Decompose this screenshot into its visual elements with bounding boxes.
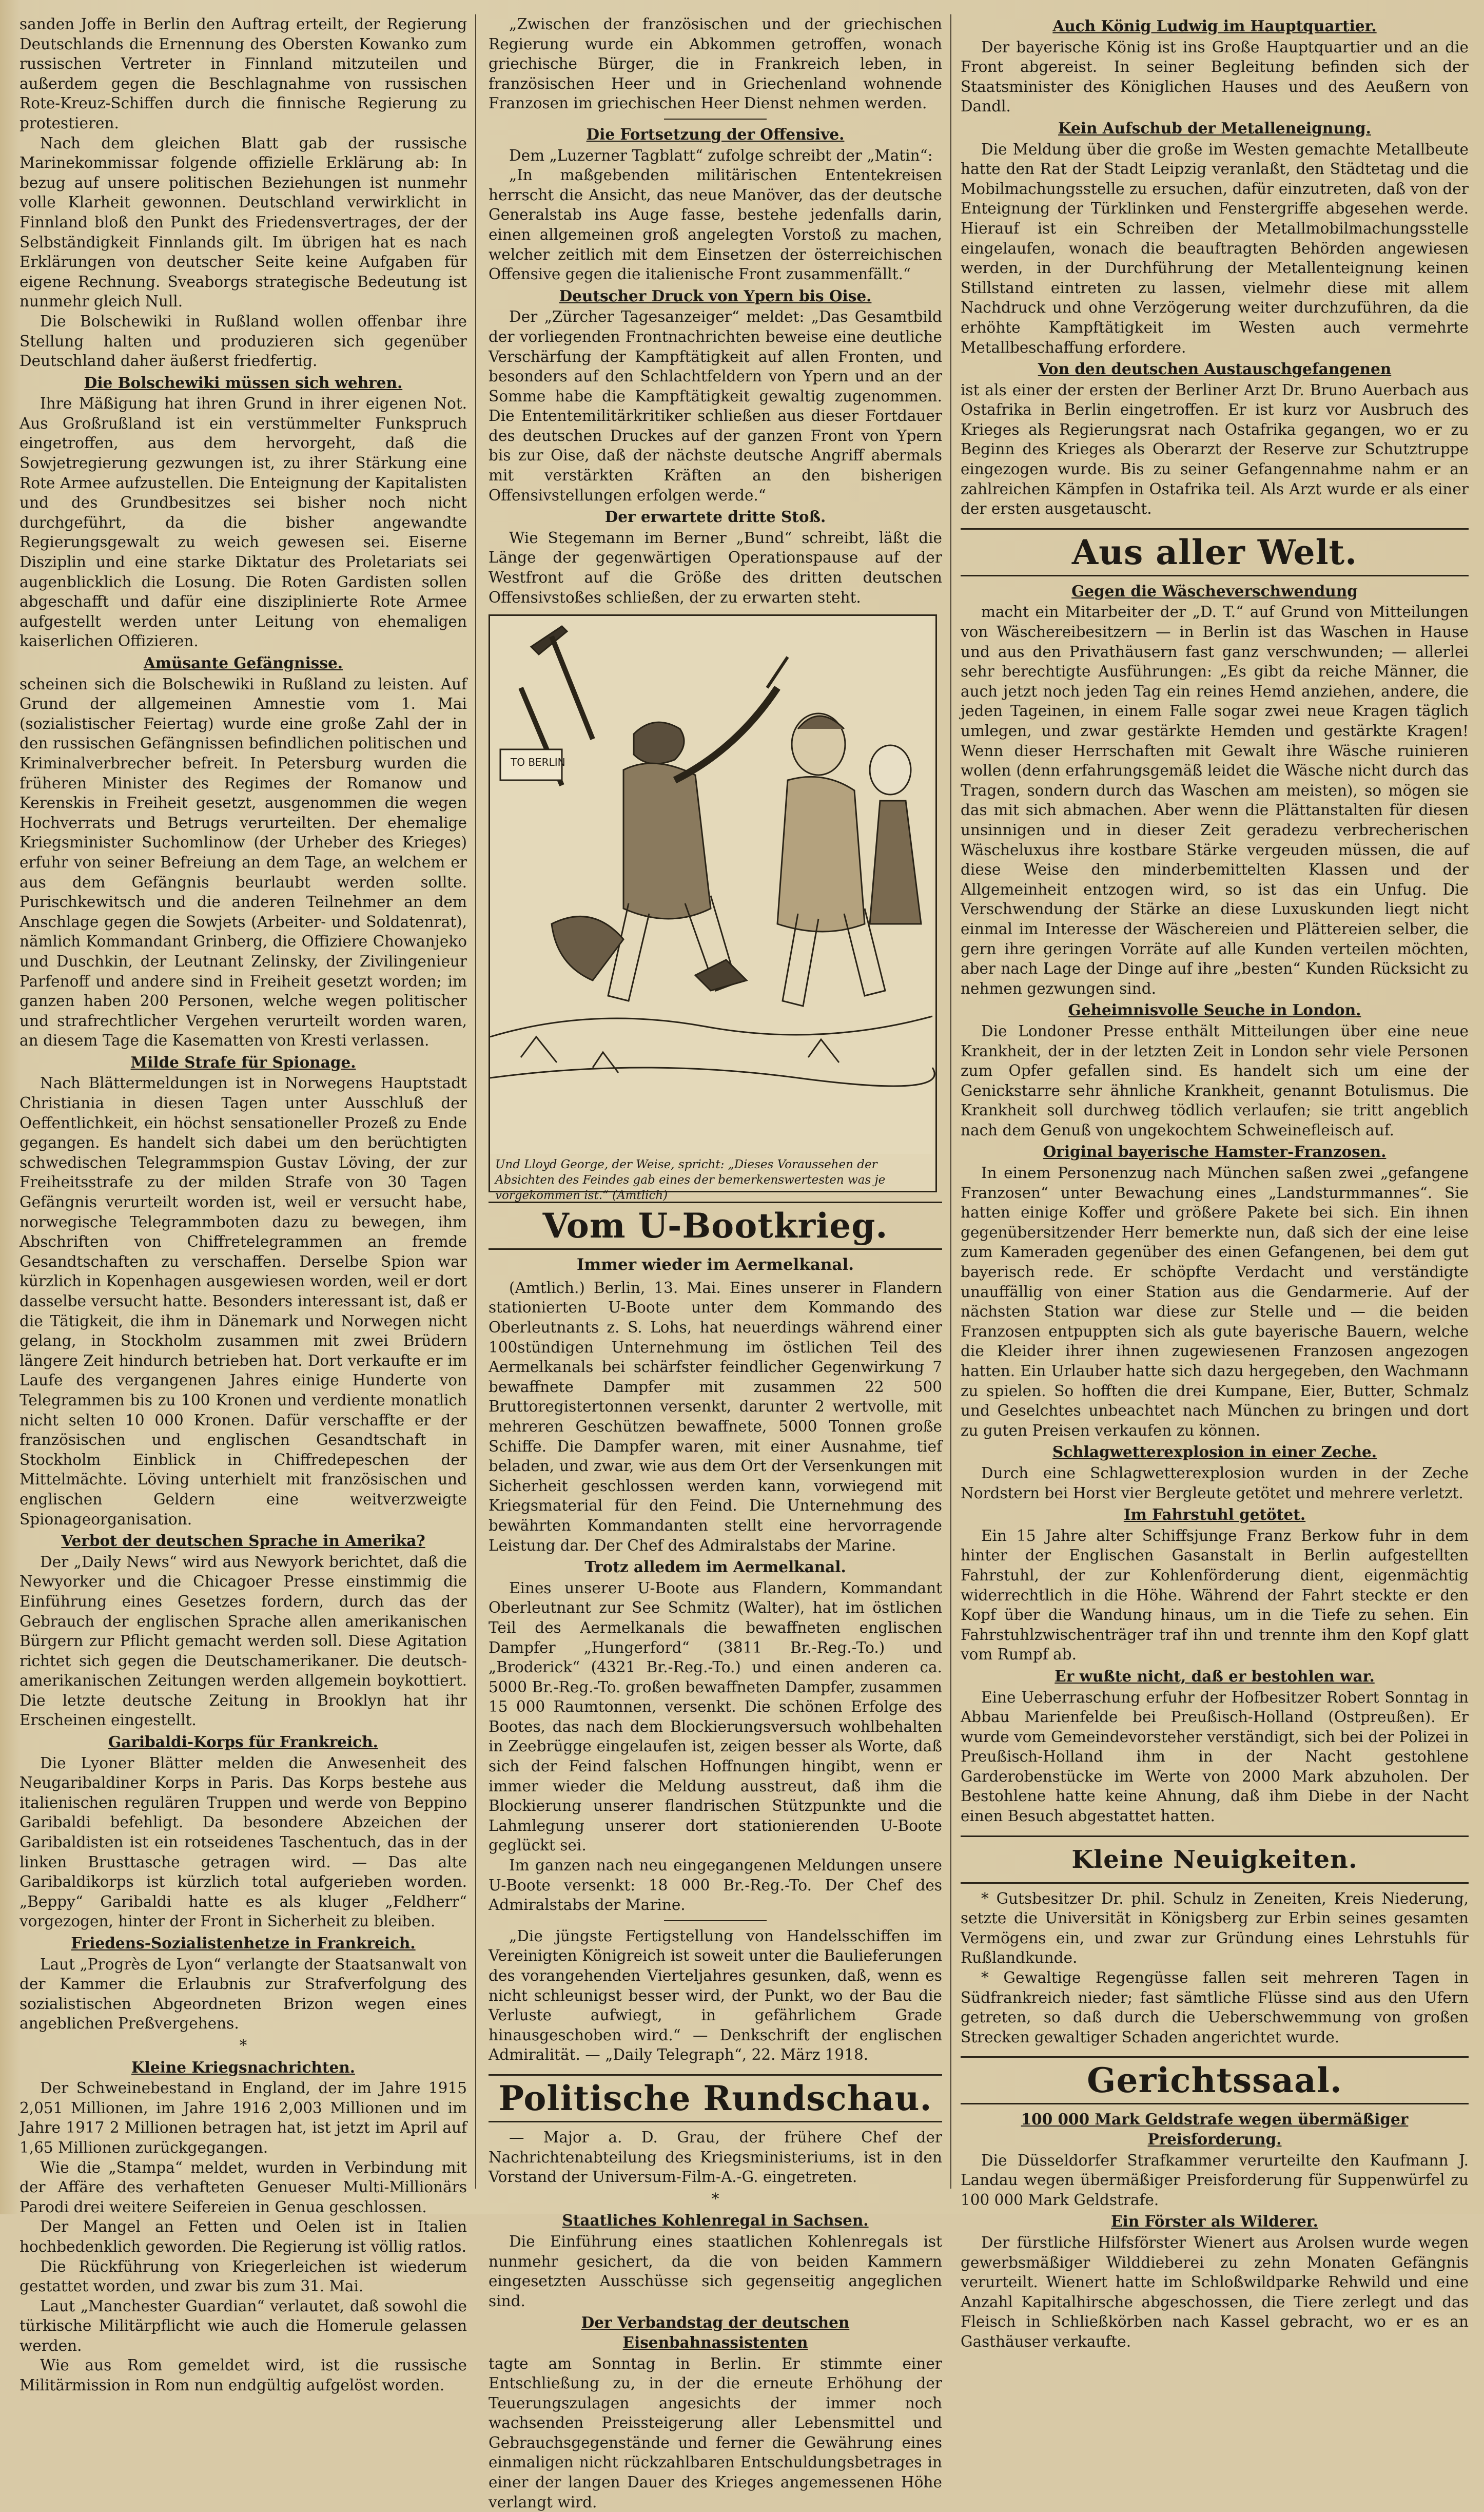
paragraph: Laut „Progrès de Lyon“ verlangte der Staatsanwalt von der Kammer die Erlaubnis zur Strafverfolgung des sozialistischen Abgeordneten Brizon wegen eines angeblichen Preßvergehens. — [19, 1955, 467, 2034]
section-heading: Auch König Ludwig im Hauptquartier. — [961, 16, 1469, 36]
paragraph: Nach Blättermeldungen ist in Norwegens Hauptstadt Christiania in diesen Tagen unter Ausschluß der Oeffentlichkeit, ein höchst sensationeller Prozeß zu Ende gegangen. Es handelt sich dabei um den berüchtigten schwedischen Telegrammspion Gustav Löving, der zur Freiheitsstrafe zu der milden Strafe von 30 Tagen Gefängnis verurteilt worden ist, weil er versucht habe, norwegische Telegrammboten dazu zu bewegen, ihm Abschriften von Chiffretelegrammen an fremde Gesandtschaften zu verschaffen. Derselbe Spion war kürzlich in Kopenhagen ausgewiesen worden, weil er dort dasselbe versucht hatte. Besonders interessant ist, daß er die Tätigkeit, die ihm in Dänemark und Norwegen nicht gelang, in Stockholm zusammen mit zwei Brüdern längere Zeit hindurch betrieben hat. Dort verkaufte er im Laufe des vergangenen Jahres einige Hunderte von Telegrammen bis zu 100 Kronen und verdiente monatlich nicht selten 10 000 Kronen. Dafür verschaffte er der französischen und englischen Gesandtschaft in Stockholm Einblick in Chiffredepeschen der Mittelmächte. Löving unterhielt mit französischen und englischen Geldern eine weitverzweigte Spionageorganisation. — [19, 1073, 467, 1529]
paragraph: sanden Joffe in Berlin den Auftrag erteilt, der Regierung Deutschlands die Ernennung des Obersten Kowanko zum russischen Vertreter in Finnland mitzuteilen und außerdem gegen die Beschlagnahme von russischen Rote-Kreuz-Schiffen durch die finnische Regierung zu protestieren. — [19, 14, 467, 133]
paragraph: scheinen sich die Bolschewiki in Rußland zu leisten. Auf Grund der allgemeinen Amnestie vom 1. Mai (sozialistischer Feiertag) wurde eine große Zahl der in den russischen Gefängnissen befindlichen politischen und Kriminalverbrecher befreit. In Petersburg wurden die früheren Minister des Regimes der Romanow und Kerenskis in Freiheit gesetzt, ausgenommen die wegen Hochverrats und Betrugs verurteilten. Der ehemalige Kriegsminister Suchomlinow (der Urheber des Krieges) erfuhr von seiner Befreiung an dem Tage, an welchem er aus dem Gefängnis beurlaubt werden sollte. Purischkewitsch und die anderen Teilnehmer an dem Anschlage gegen die Sowjets (Arbeiter- und Soldatenrat), nämlich Kommandant Grinberg, die Offiziere Chowanjeko und Duschkin, der Leutnant Zelinsky, der Zivilingenieur Parfenoff und andere sind in Freiheit gesetzt worden; im ganzen haben 200 Personen, welche wegen politischer und strafrechtlicher Vergehen verurteilt worden waren, an diesem Tage die Kasematten von Kresti verlassen. — [19, 674, 467, 1051]
paragraph: Dem „Luzerner Tagblatt“ zufolge schreibt der „Matin“: — [489, 146, 942, 166]
paragraph: Wie Stegemann im Berner „Bund“ schreibt, läßt die Länge der gegenwärtigen Operationspause auf der Westfront auf die Größe des dritten deutschen Offensivstoßes schließen, der zu erwarten steht. — [489, 528, 942, 607]
paragraph: Die Bolschewiki in Rußland wollen offenbar ihre Stellung halten und produzieren sich gegenüber Deutschland daher äußerst friedfertig. — [19, 312, 467, 371]
section-heading: Gegen die Wäscheverschwendung — [961, 582, 1469, 602]
paragraph: Die Düsseldorfer Strafkammer verurteilte den Kaufmann J. Landau wegen übermäßiger Preisforderung für Suppenwürfel zu 100 000 Mark Geldstrafe. — [961, 2151, 1469, 2210]
cartoon-caption: Und Lloyd George, der Weise, spricht: „Dieses Voraussehen der Absichten des Feindes gab eines der bemerkenswertesten was je vorgekommen ist.“ (Amtlich) — [490, 1154, 935, 1206]
paragraph: Ein 15 Jahre alter Schiffsjunge Franz Berkow fuhr in dem hinter der Englischen Gasanstalt in Berlin aufgestellten Fahrstuhl, der zur Kohlenförderung dient, eigenmächtig widerrechtlich in die Höhe. Während der Fahrt steckte er den Kopf über die Wandung hinaus, um in die Tiefe zu sehen. Ein Fahrstuhlzwischenträger traf ihn und trennte ihm den Kopf glatt vom Rumpf ab. — [961, 1526, 1469, 1665]
paragraph: — Major a. D. Grau, der frühere Chef der Nachrichtenabteilung des Kriegsministeriums, ist in den Vorstand der Universum-Film-A.-G. eingetreten. — [489, 2128, 942, 2187]
column-rule — [950, 14, 951, 2189]
paragraph: „Die jüngste Fertigstellung von Handelsschiffen im Vereinigten Königreich ist soweit unter die Baulieferungen des vorangehenden Vierteljahres gesunken, daß, wenn es nicht schleunigst besser wird, der Punkt, wo der Bau die Verluste aufwiegt, in gefährlichem Grade hinausgeschoben wird.“ — Denkschrift der englischen Admiralität. — „Daily Telegraph“, 22. März 1918. — [489, 1926, 942, 2065]
section-heading: Kleine Kriegsnachrichten. — [19, 2058, 467, 2078]
paragraph: Der fürstliche Hilfsförster Wienert aus Arolsen wurde wegen gewerbsmäßiger Wilddieberei zu zehn Monaten Gefängnis verurteilt. Wienert hatte im Schloßwildparke Rehwild und eine Anzahl Kapitalhirsche abgeschossen, die Tiere zerlegt und das Fleisch in Schließkörben nach Kassel gebracht, wo er es an Gasthäuser verkaufte. — [961, 2233, 1469, 2352]
section-heading: Staatliches Kohlenregal in Sachsen. — [489, 2211, 942, 2231]
paragraph: Wie die „Stampa“ meldet, wurden in Verbindung mit der Affäre des verhafteten Genueser Multi-Millionärs Parodi drei weitere Seifereien in Genua geschlossen. — [19, 2158, 467, 2217]
paragraph: Wie aus Rom gemeldet wird, ist die russische Militärmission in Rom nun endgültig aufgelöst worden. — [19, 2355, 467, 2395]
section-heading: 100 000 Mark Geldstrafe wegen übermäßiger Preisforderung. — [961, 2110, 1469, 2149]
section-heading: Der Verbandstag der deutschen Eisenbahnassistenten — [489, 2313, 942, 2352]
cartoon-illustration — [489, 614, 937, 1192]
paragraph: Im ganzen nach neu eingegangenen Meldungen unsere U-Boote versenkt: 18 000 Br.-Reg.-To. Der Chef des Admiralstabs der Marine. — [489, 1856, 942, 1915]
section-heading: Amüsante Gefängnisse. — [19, 653, 467, 673]
column-right — [961, 14, 1469, 2194]
paragraph: tagte am Sonntag in Berlin. Er stimmte einer Entschließung zu, in der die erneute Erhöhung der Teuerungszulagen angesichts der immer noch wachsenden Preissteigerung aller Lebensmittel und Gebrauchsgegenstände und ferner die Gewährung eines einmaligen nicht rückzahlbaren Entschuldungsbetrages in einer der langen Dauer des Krieges angemessenen Höhe verlangt wird. — [489, 2354, 942, 2512]
paragraph: macht ein Mitarbeiter der „D. T.“ auf Grund von Mitteilungen von Wäschereibesitzern — in Berlin ist das Waschen in Hause und aus den Privathäusern fast ganz verschwunden; — allerlei sehr berechtigte Ausführungen: „Es gibt da reiche Männer, die auch jetzt noch jeden Tag ein reines Hemd anziehen, andere, die jeden Tageinen, in einem Falle sogar zwei neue Kragen täglich umlegen, und zwar gestärkte Hemden und gestärkte Kragen! Wenn dieser Herrschaften mit Gewalt ihre Wäsche ruinieren wollen (denn erfahrungsgemäß leidet die Wäsche nicht durch das Tragen, sondern durch das Waschen am meisten), so mögen sie das mit sich abmachen. Aber wenn die Plättanstalten für diesen unsinnigen und in dieser Zeit geradezu verbrecherischen Wäscheluxus ihre kostbare Stärke vergeuden müssen, die auf diese Weise den minderbemittelten Klassen und der Allgemeinheit entzogen wird, so ist das ein Unfug. Die Verschwendung der Stärke an diese Luxuskunden liegt nicht einmal im Interesse der Wäschereien und Plättereien selber, die gern ihre geringen Vorräte auf alle Kunden verteilen möchten, aber nach Lage der Dinge auf ihre „besten“ Kunden Rücksicht zu nehmen gezwungen sind. — [961, 602, 1469, 998]
section-heading: Kein Aufschub der Metalleneignung. — [961, 119, 1469, 139]
section-heading: Der erwartete dritte Stoß. — [489, 507, 942, 527]
section-title: Aus aller Welt. — [961, 528, 1469, 576]
column-rule — [475, 14, 476, 2189]
section-heading: Die Fortsetzung der Offensive. — [489, 125, 942, 145]
section-heading: Trotz alledem im Aermelkanal. — [489, 1557, 942, 1577]
paragraph: Der Schweinebestand in England, der im Jahre 1915 2,051 Millionen, im Jahre 1916 2,003 Millionen und im Jahre 1917 2 Millionen betragen hat, ist jetzt im April auf 1,65 Millionen zurückgegangen. — [19, 2078, 467, 2157]
paragraph: ist als einer der ersten der Berliner Arzt Dr. Bruno Auerbach aus Ostafrika in Berlin eingetroffen. Er ist kurz vor Ausbruch des Krieges als Regierungsrat nach Ostafrika gegangen, wo er zu Beginn des Krieges als Oberarzt der Reserve zur Schutztruppe eingezogen wurde. Bis zu seiner Gefangennahme nahm er an zahlreichen Kämpfen in Ostafrika teil. Als Arzt wurde er als einer der ersten ausgetauscht. — [961, 380, 1469, 519]
section-heading: Geheimnisvolle Seuche in London. — [961, 1000, 1469, 1020]
paragraph: Laut „Manchester Guardian“ verlautet, daß sowohl die türkische Militärpflicht wie auch die Homerule gelassen werden. — [19, 2296, 467, 2356]
paragraph: Nach dem gleichen Blatt gab der russische Marinekommissar folgende offizielle Erklärung ab: In bezug auf unsere politischen Beziehungen ist nunmehr volle Klarheit gewonnen. Deutschland verwirklicht in Finnland bloß den Punkt des Friedensvertrages, der der Selbständigkeit Finnlands gilt. Im übrigen hat es nach Erklärungen von deutscher Seite keine Aufgaben für eigene Rechnung. Sveaborgs strategische Bedeutung ist nunmehr gleich Null. — [19, 133, 467, 312]
paragraph: Die Meldung über die große im Westen gemachte Metallbeute hatte den Rat der Stadt Leipzig veranlaßt, den Städtetag und die Mobilmachungsstelle zu ersuchen, dafür einzutreten, daß von der Enteignung der Türklinken und Fenstergriffe abgesehen werde. Hierauf ist ein Schreiben der Metallmobilmachungsstelle eingelaufen, wonach die beauftragten Behörden angewiesen werden, in der Durchführung der Metallenteignung keinen Stillstand eintreten zu lassen, vielmehr diese mit allem Nachdruck und ohne Verzögerung weiter durchzuführen, da die erhöhte Kampftätigkeit im Westen auch vermehrte Metallbeschaffung erfordere. — [961, 140, 1469, 358]
section-title: Politische Rundschau. — [489, 2074, 942, 2122]
paragraph: Die Londoner Presse enthält Mitteilungen über eine neue Krankheit, der in der letzten Zeit in London sehr viele Personen zum Opfer gefallen sind. Es handelt sich um eine der Genickstarre sehr ähnliche Krankheit, genannt Botulismus. Die Krankheit soll durchweg tödlich verlaufen; sie tritt angeblich nach dem Genuß von ungekochtem Schweinefleisch auf. — [961, 1021, 1469, 1141]
signpost-text: TO BERLIN — [510, 756, 565, 768]
paragraph: „In maßgebenden militärischen Ententekreisen herrscht die Ansicht, das neue Manöver, das der deutsche Generalstab ins Auge fasse, bestehe jedenfalls darin, einen allgemeinen groß angelegten Vorstoß zu machen, welcher zeitlich mit dem Einsetzen der österreichischen Offensive gegen die italienische Front zusammenfällt.“ — [489, 165, 942, 284]
section-title: Vom U-Bootkrieg. — [489, 1202, 942, 1250]
section-heading: Von den deutschen Austauschgefangenen — [961, 359, 1469, 379]
cartoon-drawing — [490, 616, 932, 1154]
section-heading: Die Bolschewiki müssen sich wehren. — [19, 373, 467, 393]
divider — [664, 119, 767, 120]
paragraph: (Amtlich.) Berlin, 13. Mai. Eines unserer in Flandern stationierten U-Boote unter dem Kommando des Oberleutnants z. S. Lohs, hat neuerdings während einer 100stündigen Unternehmung im östlichen Teil des Aermelkanals bei schärfster feindlicher Gegenwirkung 7 bewaffnete Dampfer mit zusammen 22 500 Bruttoregistertonnen versenkt, darunter 2 wertvolle, mit mehreren Geschützen bewaffnete, 5000 Tonnen große Schiffe. Die Dampfer waren, mit einer Ausnahme, tief beladen, und zwar, wie aus dem Ort der Versenkungen mit Sicherheit geschlossen werden kann, vorwiegend mit Kriegsmaterial für den Feind. Die Unternehmung des bewährten Kommandanten stellt eine hervorragende Leistung dar. Der Chef des Admiralstabs der Marine. — [489, 1278, 942, 1555]
paragraph: Der bayerische König ist ins Große Hauptquartier und an die Front abgereist. In seiner Begleitung befinden sich der Staatsminister des Königlichen Hauses und des Aeußern von Dandl. — [961, 37, 1469, 117]
section-heading: Deutscher Druck von Ypern bis Oise. — [489, 286, 942, 306]
paragraph: Der „Daily News“ wird aus Newyork berichtet, daß die Newyorker und die Chicagoer Presse einstimmig die Einführung eines Gesetzes fordern, durch das der Gebrauch der englischen Sprache allen amerikanischen Bürgern zur Pflicht gemacht werden soll. Diese Agitation richtet sich gegen die Deutschamerikaner. Die deutsch-amerikanischen Zeitungen werden allgemein boykottiert. Die letzte deutsche Zeitung in Brooklyn hat ihr Erscheinen eingestellt. — [19, 1552, 467, 1730]
paragraph: * Gewaltige Regengüsse fallen seit mehreren Tagen in Südfrankreich nieder; fast sämtliche Flüsse sind aus den Ufern getreten, so daß durch die Ueberschwemmung von großen Strecken gewaltiger Schaden angerichtet wurde. — [961, 1968, 1469, 2047]
paragraph: In einem Personenzug nach München saßen zwei „gefangene Franzosen“ unter Bewachung eines „Landsturmmannes“. Sie hatten einige Koffer und größere Pakete bei sich. Ein ihnen gegenübersitzender Herr bemerkte nun, daß sich der eine leise zum Kameraden gegenüber des einen Gefangenen, bei dem gut bayerisch rede. Er schöpfte Verdacht und verständigte unauffällig von einer Station aus die Gendarmerie. Auf der nächsten Station war diese zur Stelle und — die beiden Franzosen entpuppten sich als gute bayerische Bauern, welche die Kleider ihrer ihnen zugewiesenen Franzosen angezogen hatten. Ein Urlauber hatte sich dazu hergegeben, den Wachmann zu spielen. So hofften die drei Kumpane, Eier, Butter, Schmalz und Geselchtes unbeachtet nach München zu bringen und dort zu guten Preisen verkaufen zu können. — [961, 1163, 1469, 1440]
section-heading: Friedens-Sozialistenhetze in Frankreich. — [19, 1934, 467, 1954]
section-heading: Schlagwetterexplosion in einer Zeche. — [961, 1442, 1469, 1462]
column-middle — [489, 14, 942, 2194]
section-title: Gerichtssaal. — [961, 2056, 1469, 2104]
paragraph: Eines unserer U-Boote aus Flandern, Kommandant Oberleutnant zur See Schmitz (Walter), hat im östlichen Teil des Aermelkanals die bewaffneten englischen Dampfer „Hungerford“ (3811 Br.-Reg.-To.) und „Broderick“ (4321 Br.-Reg.-To.) und einen anderen ca. 5000 Br.-Reg.-To. großen bewaffneten Dampfer, zusammen 15 000 Raumtonnen, versenkt. Die schönen Erfolge des Bootes, das nach dem Blockierungsversuch wohlbehalten in Zeebrügge eingelaufen ist, zeigen besser als Worte, daß sich der Feind falschen Hoffnungen hingibt, wenn er immer wieder die Meldung ausstreut, daß ihm die Blockierung unserer flandrischen Stützpunkte und die Lahmlegung unserer dort stationierenden U-Boote geglückt sei. — [489, 1578, 942, 1856]
section-heading: Im Fahrstuhl getötet. — [961, 1505, 1469, 1525]
section-heading: Garibaldi-Korps für Frankreich. — [19, 1732, 467, 1752]
paragraph: Ihre Mäßigung hat ihren Grund in ihrer eigenen Not. Aus Großrußland ist ein verstümmelter Funkspruch eingetroffen, aus dem hervorgeht, daß die Sowjetregierung gezwungen ist, zu ihrer Stärkung eine Rote Armee aufzustellen. Die Enteignung der Kapitalisten und des Grundbesitzes sei bisher noch nicht durchgeführt, da die bisher angewandte Regierungsgewalt zu weich gewesen sei. Eiserne Disziplin und eine starke Diktatur des Proletariats sei augenblicklich die Losung. Die Roten Gardisten sollen abgeschafft und dafür eine disziplinierte Rote Armee aufgestellt werden unter Leitung von ehemaligen kaiserlichen Offizieren. — [19, 394, 467, 651]
paragraph: Der „Zürcher Tagesanzeiger“ meldet: „Das Gesamtbild der vorliegenden Frontnachrichten beweise eine deutliche Verschärfung der Kampftätigkeit auf allen Fronten, und besonders auf den Schlachtfeldern von Ypern und an der Somme habe die Kampftätigkeit gewaltig zugenommen. Die Ententemilitärkritiker schließen aus dieser Fortdauer des deutschen Druckes auf der ganzen Front von Ypern bis zur Oise, daß der nächste deutsche Angriff abermals mit verstärkten Kräften an den bisherigen Offensivstellungen erfolgen werde.“ — [489, 307, 942, 505]
paragraph: * Gutsbesitzer Dr. phil. Schulz in Zeneiten, Kreis Niederung, setzte die Universität in Königsberg zur Erbin seines gesamten Vermögens ein, und zwar zur Gründung eines Lehrstuhls für Rußlandkunde. — [961, 1889, 1469, 1968]
column-left — [19, 14, 467, 2194]
paragraph: Die Lyoner Blätter melden die Anwesenheit des Neugaribaldiner Korps in Paris. Das Korps bestehe aus italienischen regulären Truppen und werde von Beppino Garibaldi befehligt. Da besondere Abzeichen der Garibaldisten ist ein rotseidenes Taschentuch, das in der linken Brusttasche getragen wird. — Das alte Garibaldikorps ist kürzlich total aufgerieben worden. „Beppy“ Garibaldi hatte es als kluger „Feldherr“ vorgezogen, hinter der Front in Sicherheit zu bleiben. — [19, 1753, 467, 1931]
paragraph: Der Mangel an Fetten und Oelen ist in Italien hochbedenklich geworden. Die Regierung ist völlig ratlos. — [19, 2217, 467, 2256]
paragraph: Durch eine Schlagwetterexplosion wurden in der Zeche Nordstern bei Horst vier Bergleute getötet und mehrere verletzt. — [961, 1463, 1469, 1503]
section-heading: Ein Förster als Wilderer. — [961, 2212, 1469, 2232]
paragraph: Eine Ueberraschung erfuhr der Hofbesitzer Robert Sonntag in Abbau Marienfelde bei Preußisch-Holland (Ostpreußen). Er wurde vom Gemeindevorsteher verständigt, sich bei der Polizei in Preußisch-Holland ihm in der Nacht gestohlene Garderobenstücke im Werte von 2000 Mark abzuholen. Der Bestohlene hatte keine Ahnung, daß ihm Diebe in der Nacht einen Besuch abgestattet hatten. — [961, 1688, 1469, 1826]
divider-star: * — [19, 2036, 467, 2056]
section-heading: Original bayerische Hamster-Franzosen. — [961, 1142, 1469, 1162]
section-title: Kleine Neuigkeiten. — [961, 1835, 1469, 1884]
section-heading: Er wußte nicht, daß er bestohlen war. — [961, 1667, 1469, 1687]
section-heading: Milde Strafe für Spionage. — [19, 1053, 467, 1073]
section-subtitle: Immer wieder im Aermelkanal. — [489, 1255, 942, 1275]
paragraph: „Zwischen der französischen und der griechischen Regierung wurde ein Abkommen getroffen, wonach griechische Bürger, die in Frankreich leben, in französischen Heer und in Griechenland wohnende Franzosen im griechischen Heer Dienst nehmen werden. — [489, 14, 942, 113]
divider — [664, 1920, 767, 1921]
paragraph: Die Einführung eines staatlichen Kohlenregals ist nunmehr gesichert, da die von beiden Kammern eingesetzten Ausschüsse sich gegenseitig angeglichen sind. — [489, 2232, 942, 2311]
section-heading: Verbot der deutschen Sprache in Amerika? — [19, 1531, 467, 1551]
paragraph: Die Rückführung von Kriegerleichen ist wiederum gestattet worden, und zwar bis zum 31. Mai. — [19, 2257, 467, 2296]
divider-star: * — [489, 2189, 942, 2209]
